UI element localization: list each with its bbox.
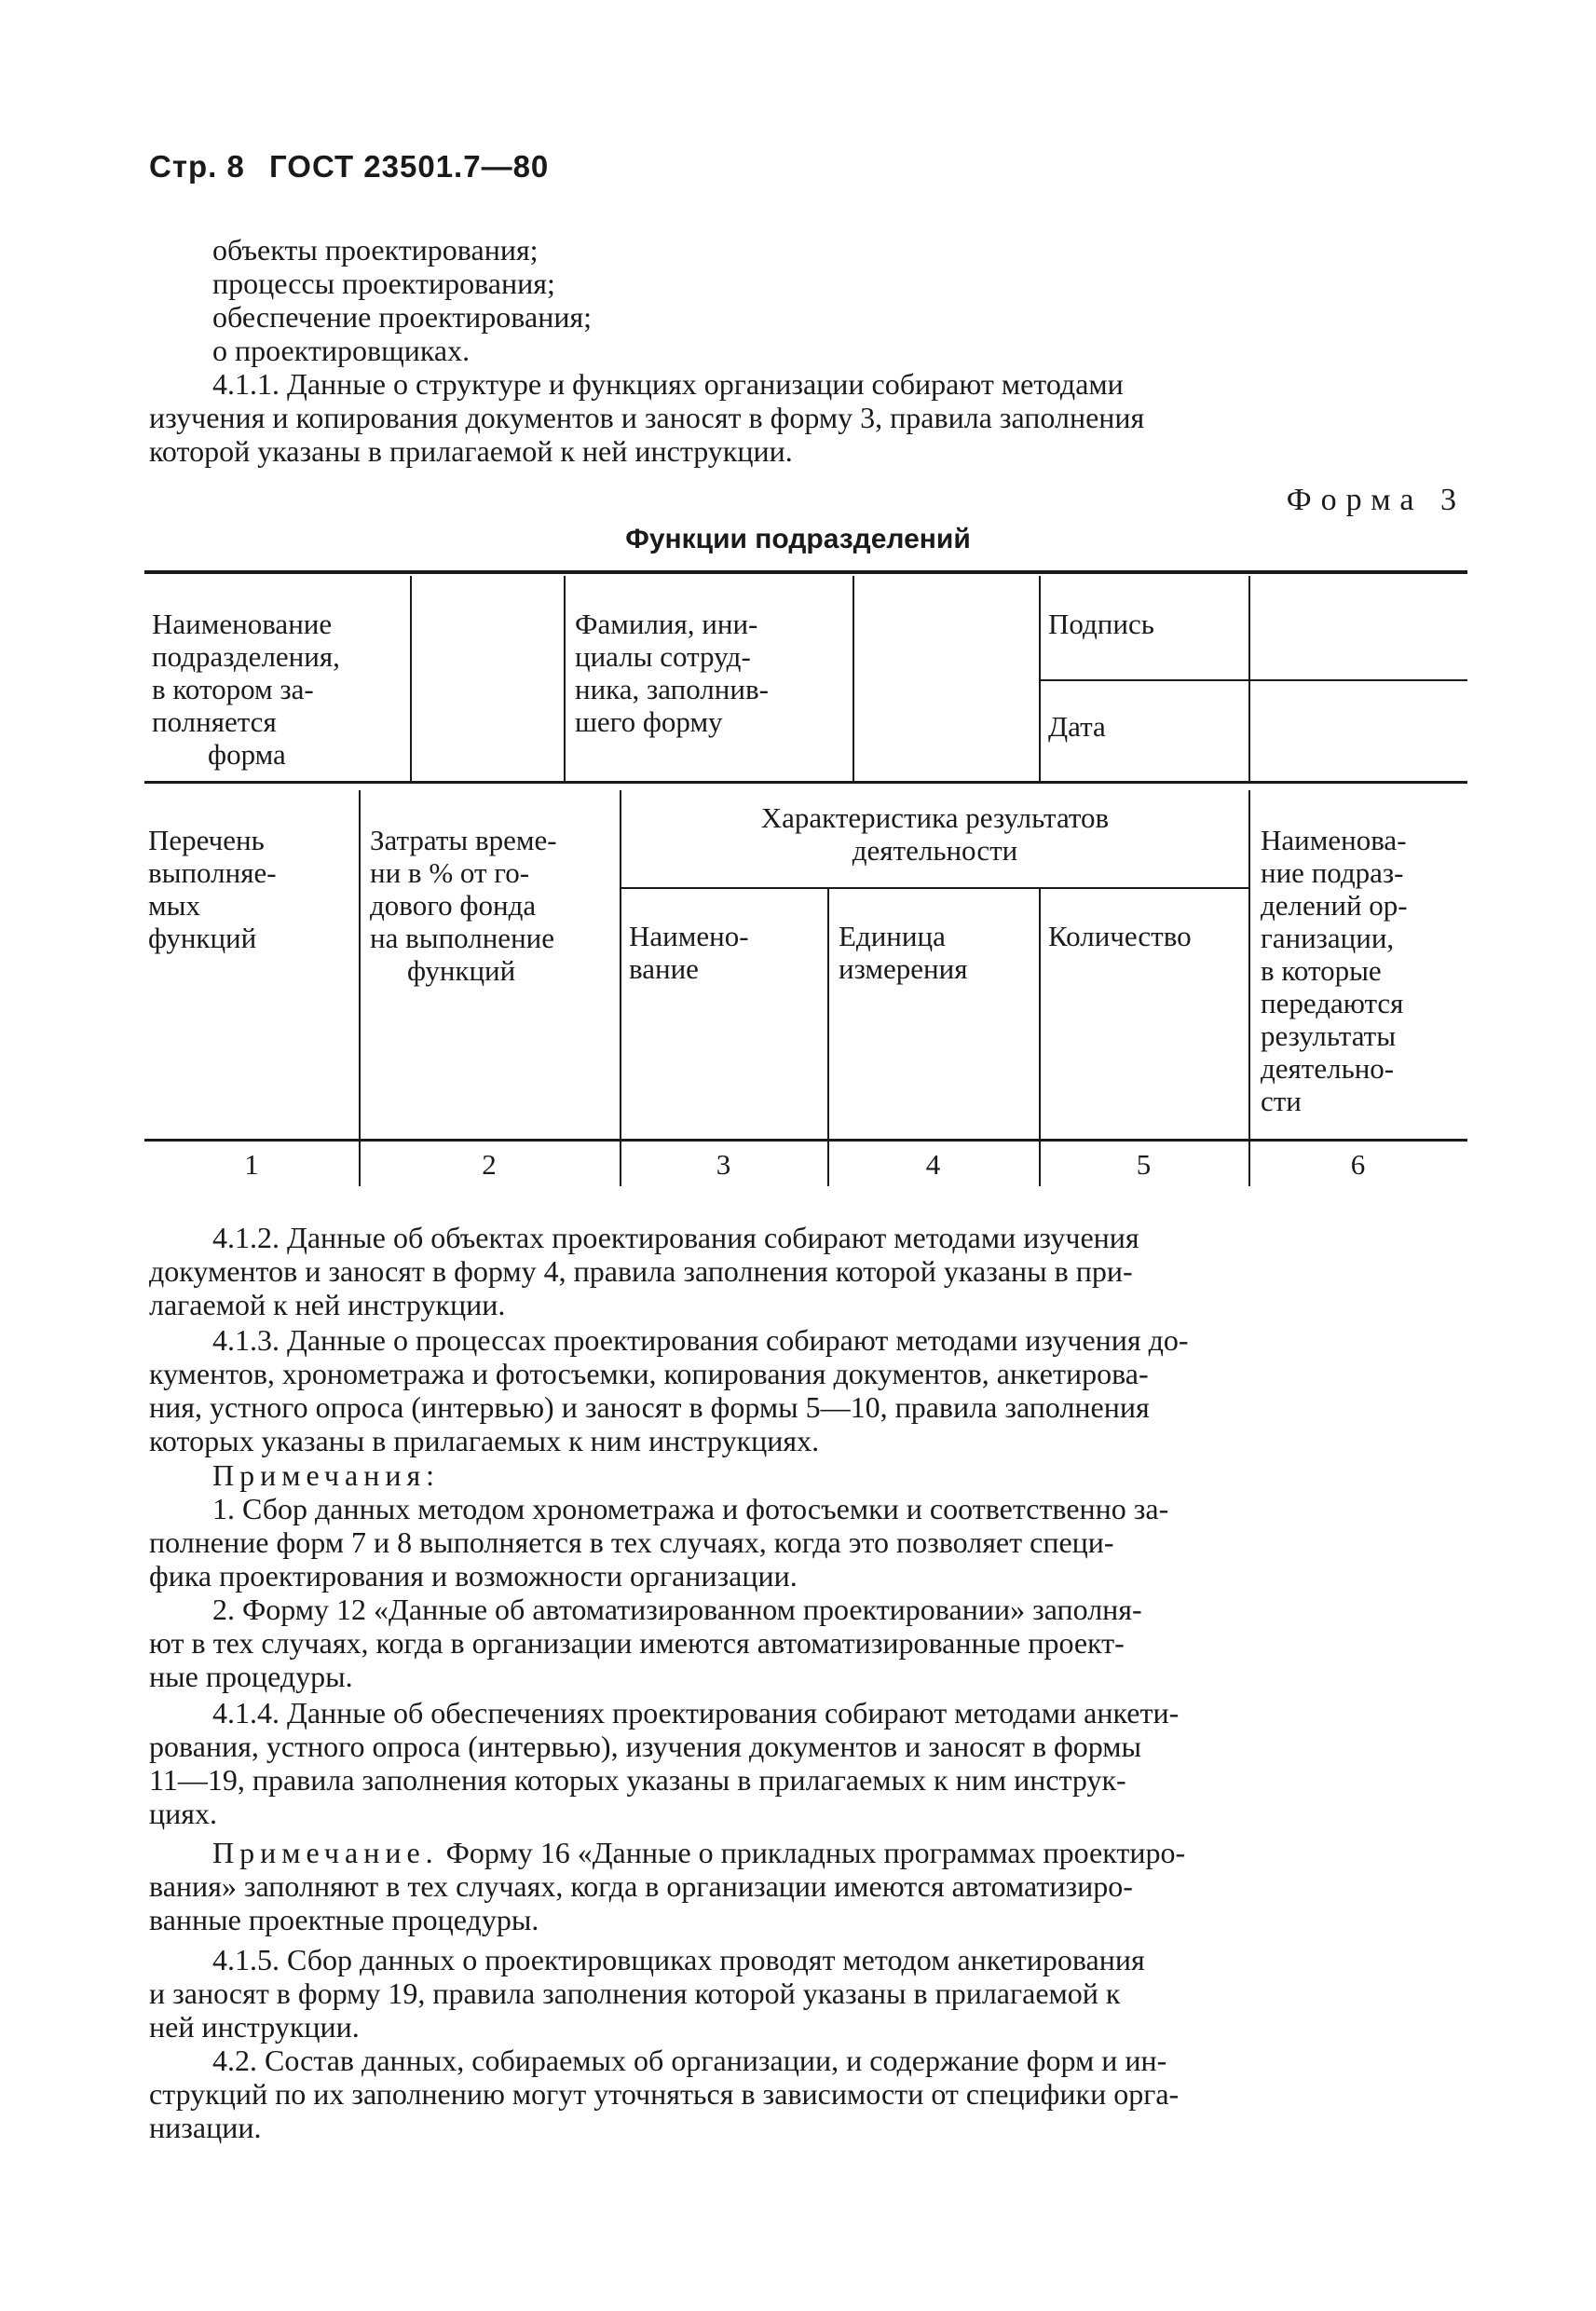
text-line: ные процедуры.	[149, 1660, 353, 1693]
text-line: вания» заполняют в тех случаях, когда в организации имеются автоматизиро-	[149, 1869, 1133, 1903]
header-text: Наимено-	[629, 920, 749, 952]
text-line: ют в тех случаях, когда в организации имеются автоматизированные проект-	[149, 1626, 1125, 1660]
form-label: Форма 3	[1286, 483, 1466, 517]
standard-number: ГОСТ 23501.7—80	[269, 149, 550, 184]
header-text: ни в % от го-	[370, 856, 530, 889]
notes-heading: Примечания:	[212, 1458, 441, 1492]
paragraph-4-1-5	[149, 1943, 1466, 2044]
list-item: объекты проектирования;	[212, 233, 539, 267]
form-title: Функции подразделений	[625, 524, 971, 554]
table-divider	[564, 576, 566, 783]
text-line: лагаемой к ней инструкции.	[149, 1288, 506, 1321]
column-header-recipients	[1261, 824, 1467, 1117]
text-line: кументов, хронометража и фотосъемки, копирования документов, анкетирова-	[149, 1357, 1149, 1390]
header-text: делений ор-	[1261, 889, 1408, 922]
text-line: 2. Форму 12 «Данные об автоматизированном проектировании» заполня-	[212, 1593, 1142, 1626]
text-line: и заносят в форму 19, правила заполнения которой указаны в прилагаемой к	[149, 1976, 1121, 2010]
text-line: 4.1.2. Данные об объектах проектирования собирают методами изучения	[212, 1221, 1139, 1254]
page-header	[149, 149, 564, 185]
table-divider	[359, 790, 361, 1186]
header-text: шего форму	[575, 705, 723, 738]
header-text: Единица	[839, 920, 946, 952]
column-header-functions	[148, 824, 353, 954]
employee-header	[575, 608, 850, 738]
text-line: изучения и копирования документов и заносят в форму 3, правила заполнения	[149, 401, 1145, 434]
header-text: Затраты време-	[370, 824, 557, 856]
signature-header: Подпись	[1048, 608, 1154, 640]
text-line: 4.1.3. Данные о процессах проектирования собирают методами изучения до-	[212, 1323, 1189, 1357]
header-text: функций	[148, 922, 257, 954]
header-text: выполняе-	[148, 856, 277, 889]
paragraph-4-2	[149, 2044, 1466, 2144]
column-number: 5	[1136, 1148, 1152, 1181]
text-line: ния, устного опроса (интервью) и заносят в формы 5—10, правила заполнения	[149, 1390, 1150, 1424]
header-text: деятельно-	[1261, 1052, 1395, 1085]
header-text: Наименование	[152, 608, 333, 640]
header-text: Наименова-	[1261, 824, 1407, 856]
paragraph-4-1-2	[149, 1221, 1466, 1321]
text-line: ванные проектные процедуры.	[149, 1903, 539, 1936]
header-text: в котором за-	[152, 673, 314, 705]
text-line: низации.	[149, 2111, 262, 2144]
header-text: Характеристика результатов	[760, 801, 1110, 834]
table-rule	[144, 1139, 1467, 1142]
column-number: 3	[716, 1148, 731, 1181]
list-item: о проектировщиках.	[212, 334, 471, 367]
column-header-unit	[839, 920, 1034, 985]
date-header: Дата	[1048, 710, 1106, 743]
text-line: ней инструкции.	[149, 2010, 360, 2044]
list-of-data-groups	[212, 233, 1424, 367]
list-item: обеспечение проектирования;	[212, 300, 593, 334]
text-line: которой указаны в прилагаемой к ней инструкции.	[149, 434, 793, 468]
note-label: Примечание.	[212, 1836, 439, 1869]
header-text: вание	[629, 952, 699, 985]
functions-table	[144, 785, 1467, 1195]
text-line: 4.1.4. Данные об обеспечениях проектирования собирают методами анкети-	[212, 1696, 1180, 1730]
note-2	[149, 1593, 1466, 1693]
text-line: фика проектирования и возможности организации.	[149, 1559, 798, 1593]
table-rule	[144, 570, 1467, 574]
text-line: струкций по их заполнению могут уточняться в зависимости от специфики орга-	[149, 2077, 1180, 2111]
header-text: мых	[148, 889, 200, 922]
header-text: деятельности	[852, 834, 1018, 867]
text-line: полнение форм 7 и 8 выполняется в тех случаях, когда это позволяет специ-	[149, 1525, 1114, 1559]
table-divider	[410, 576, 412, 783]
header-text: полняется	[152, 705, 277, 738]
header-text: Фамилия, ини-	[575, 608, 758, 640]
header-text: в которые	[1261, 954, 1382, 987]
note-single	[149, 1836, 1466, 1936]
header-text: подразделения,	[152, 640, 340, 673]
text-line	[149, 1836, 1466, 1869]
header-text: измерения	[839, 952, 968, 985]
column-header-name	[629, 920, 825, 985]
text-line: 11—19, правила заполнения которых указаны в прилагаемых к ним инструк-	[149, 1763, 1126, 1797]
page-number: Стр. 8	[149, 149, 245, 184]
table-rule	[620, 887, 1248, 889]
list-item: процессы проектирования;	[212, 267, 555, 300]
header-text: сти	[1261, 1085, 1302, 1117]
column-header-quantity: Количество	[1048, 920, 1192, 952]
header-text: дового фонда	[370, 889, 537, 922]
header-text: форма	[208, 738, 286, 771]
subdivision-header	[152, 608, 403, 771]
header-text: функций	[407, 954, 516, 987]
note-1	[149, 1492, 1466, 1593]
paragraph-4-1-1	[149, 367, 1466, 468]
text-line: документов и заносят в форму 4, правила заполнения которой указаны в при-	[149, 1254, 1133, 1288]
text-line: 4.1.5. Сбор данных о проектировщиках проводят методом анкетирования	[212, 1943, 1145, 1976]
paragraph-4-1-3	[149, 1323, 1466, 1457]
notes-heading-block	[149, 1458, 1466, 1492]
header-text: на выполнение	[370, 922, 555, 954]
header-text: Перечень	[148, 824, 265, 856]
header-text: ганизации,	[1261, 922, 1395, 954]
column-number: 6	[1350, 1148, 1366, 1181]
column-number: 1	[244, 1148, 259, 1181]
header-text: циалы сотруд-	[575, 640, 751, 673]
text-line: рования, устного опроса (интервью), изучения документов и заносят в формы	[149, 1730, 1142, 1763]
header-text: результаты	[1261, 1019, 1397, 1052]
note-text: Форму 16 «Данные о прикладных программах проектиро-	[438, 1836, 1186, 1869]
text-line: 4.1.1. Данные о структуре и функциях организации собирают методами	[212, 367, 1124, 401]
table-rule	[1039, 679, 1467, 681]
header-text: передаются	[1261, 987, 1404, 1019]
header-text: ние подраз-	[1261, 856, 1404, 889]
table-rule	[144, 781, 1467, 784]
column-number: 2	[482, 1148, 497, 1181]
form-header-table	[144, 570, 1467, 785]
text-line: которых указаны в прилагаемых к ним инструкциях.	[149, 1424, 820, 1457]
text-line: циях.	[149, 1797, 217, 1830]
header-text: ника, заполнив-	[575, 673, 769, 705]
column-header-results-group	[621, 801, 1248, 867]
text-line: 4.2. Состав данных, собираемых об организации, и содержание форм и ин-	[212, 2044, 1167, 2077]
table-divider	[853, 576, 854, 783]
table-divider	[1248, 790, 1250, 1186]
column-number: 4	[925, 1148, 941, 1181]
column-header-time	[370, 824, 617, 987]
text-line: 1. Сбор данных методом хронометража и фотосъемки и соответственно за-	[212, 1492, 1169, 1525]
paragraph-4-1-4	[149, 1696, 1466, 1830]
